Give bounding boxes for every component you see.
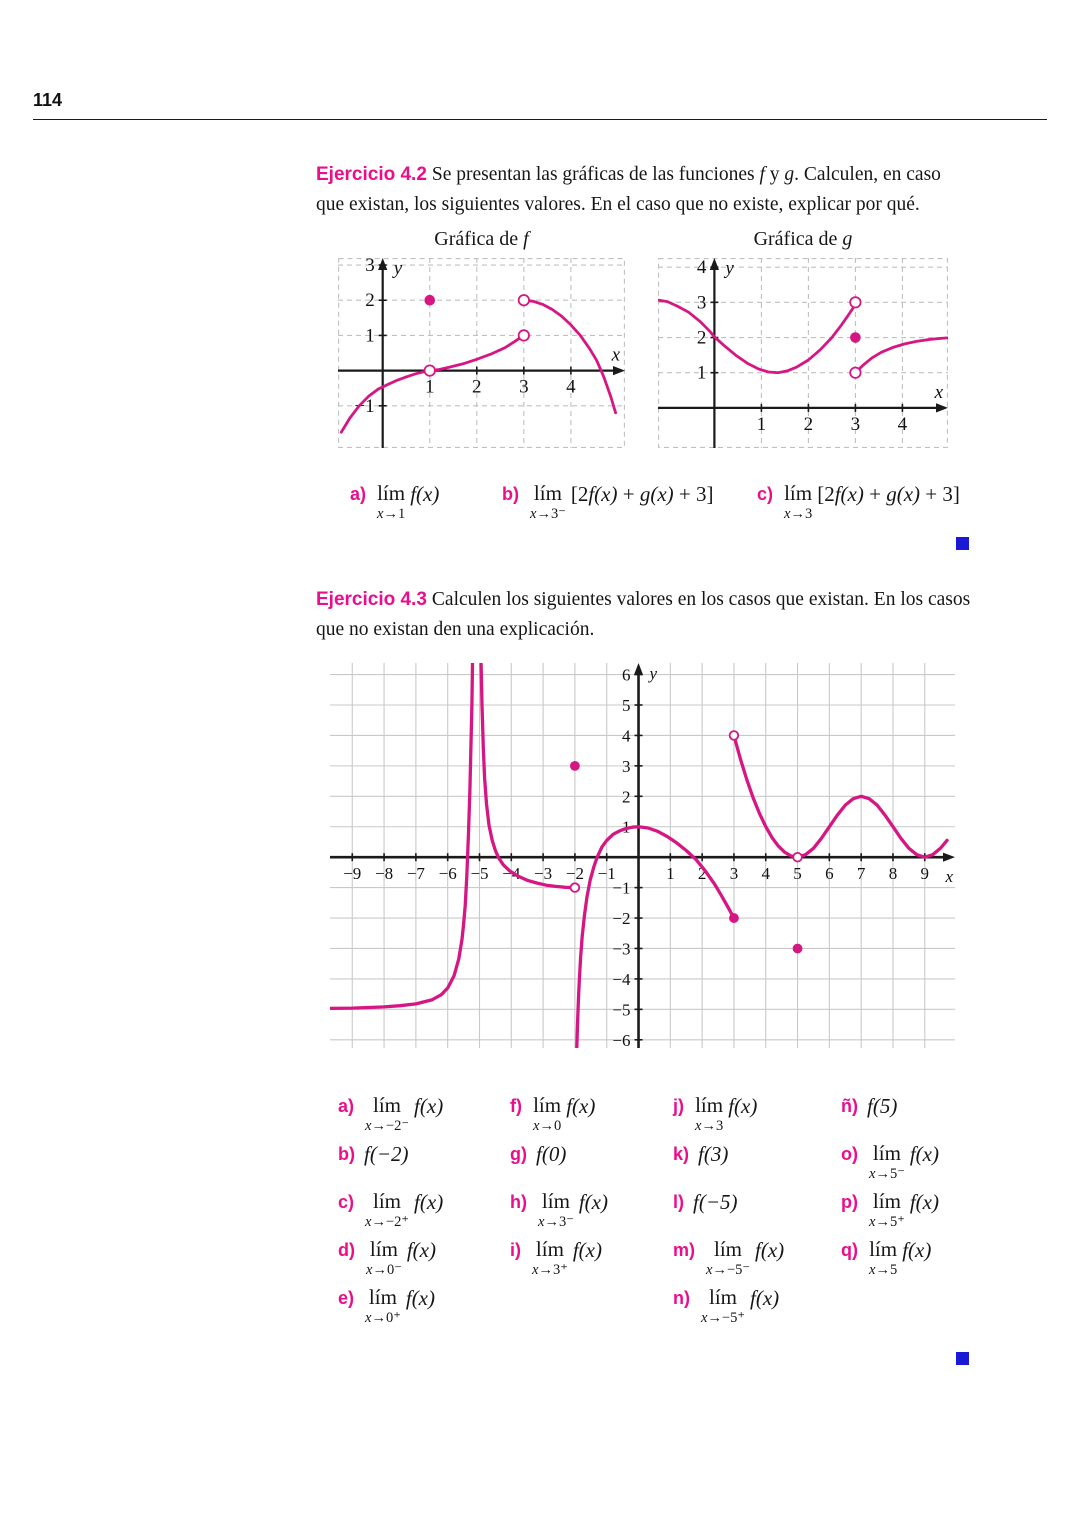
svg-text:3: 3 <box>729 864 739 884</box>
svg-text:4: 4 <box>897 413 908 435</box>
limit-operator: lím x→0 <box>533 1093 562 1134</box>
value-expression: f(−2) <box>364 1142 409 1166</box>
svg-text:−8: −8 <box>375 864 394 884</box>
svg-text:−5: −5 <box>470 864 489 884</box>
svg-text:2: 2 <box>696 327 707 349</box>
item-label: c) <box>757 484 774 504</box>
ex43-item-j <box>673 1095 784 1143</box>
svg-text:2: 2 <box>803 413 814 435</box>
ex43-item-l <box>673 1191 784 1239</box>
value-expression: f(3) <box>698 1142 729 1166</box>
svg-text:3: 3 <box>622 756 631 776</box>
ex43-column-2 <box>510 1095 608 1287</box>
ex43-item-g <box>510 1143 608 1191</box>
ex43-items-grid <box>338 1095 1003 1345</box>
ex43-item-f <box>510 1095 608 1143</box>
grafica-f-title-letter: f <box>523 228 529 250</box>
ex43-item-m <box>673 1239 784 1287</box>
svg-text:y: y <box>725 258 734 279</box>
svg-text:9: 9 <box>920 864 930 884</box>
item-label: a) <box>350 484 367 504</box>
limit-operator: lím x→5⁺ <box>869 1189 905 1230</box>
exercise-4-2-text: Se presentan las gráficas de las funciones <box>431 164 760 185</box>
svg-text:2: 2 <box>365 290 375 312</box>
header-rule <box>33 119 1047 120</box>
limit-operator: lím x→−2⁺ <box>365 1189 410 1230</box>
exercise-4-2-text: . Calculen, en caso que existan, los siguientes valores. En el caso que no existe, explicar por qué. <box>316 164 941 215</box>
item-label: q) <box>841 1240 858 1260</box>
svg-text:4: 4 <box>622 726 631 746</box>
ex43-column-4 <box>841 1095 939 1287</box>
page-number: 114 <box>33 90 63 110</box>
svg-text:1: 1 <box>424 376 435 398</box>
exercise-4-3-paragraph <box>316 585 973 644</box>
svg-text:−4: −4 <box>502 864 521 884</box>
svg-text:7: 7 <box>856 864 866 884</box>
grafica-ejercicio-4-3-chart <box>330 663 955 1048</box>
math-letter-g: g <box>784 164 795 185</box>
item-label: n) <box>673 1288 690 1308</box>
exercise-4-2-heading: Ejercicio 4.2 <box>316 164 427 185</box>
svg-text:−9: −9 <box>343 864 362 884</box>
item-label: k) <box>673 1144 690 1164</box>
limit-expression: f(x) <box>728 1094 758 1118</box>
svg-text:3: 3 <box>519 376 529 398</box>
ex43-item-c <box>338 1191 443 1239</box>
value-expression: f(0) <box>536 1142 567 1166</box>
svg-text:2: 2 <box>697 864 707 884</box>
limit-operator: lím x→3 <box>784 481 813 522</box>
item-label: c) <box>338 1192 355 1212</box>
svg-text:x: x <box>934 381 943 403</box>
svg-text:−5: −5 <box>612 1000 631 1020</box>
exercise-4-2-paragraph <box>316 160 973 219</box>
ex43-column-3 <box>673 1095 784 1335</box>
math-letter-f: f <box>759 164 765 185</box>
grafica-f-chart <box>338 258 625 448</box>
item-label: l) <box>673 1192 684 1212</box>
limit-operator: lím x→1 <box>377 481 406 522</box>
svg-text:−2: −2 <box>612 909 631 929</box>
svg-text:4: 4 <box>761 864 771 884</box>
svg-text:−3: −3 <box>534 864 553 884</box>
svg-text:−6: −6 <box>438 864 457 884</box>
limit-operator: lím x→−2⁻ <box>365 1093 410 1134</box>
svg-text:8: 8 <box>888 864 898 884</box>
end-of-exercise-marker <box>956 1352 969 1365</box>
svg-text:x: x <box>611 344 620 366</box>
item-label: j) <box>673 1096 684 1116</box>
limit-operator: lím x→5 <box>869 1237 898 1278</box>
item-label: g) <box>510 1144 527 1164</box>
ex43-item-a <box>338 1095 443 1143</box>
svg-text:1: 1 <box>696 362 707 384</box>
svg-text:4: 4 <box>696 258 707 279</box>
svg-text:−4: −4 <box>612 969 631 989</box>
svg-text:−1: −1 <box>354 395 375 417</box>
limit-expression: f(x) <box>909 1142 939 1166</box>
item-label: d) <box>338 1240 355 1260</box>
svg-text:−2: −2 <box>565 864 584 884</box>
limit-expression: f(x) <box>755 1238 785 1262</box>
limit-expression: [2f(x) + g(x) + 3] <box>570 482 714 506</box>
item-label: b) <box>338 1144 355 1164</box>
ex42-item-a <box>350 483 439 521</box>
ex43-item-q <box>841 1239 939 1287</box>
item-label: p) <box>841 1192 858 1212</box>
limit-expression: f(x) <box>405 1286 436 1310</box>
ex43-item-e <box>338 1287 443 1335</box>
limit-expression: f(x) <box>410 482 440 506</box>
item-label: e) <box>338 1288 355 1308</box>
item-label: i) <box>510 1240 521 1260</box>
svg-text:1: 1 <box>365 325 375 347</box>
limit-expression: f(x) <box>566 1094 596 1118</box>
item-label: f) <box>510 1096 522 1116</box>
svg-text:4: 4 <box>566 376 576 398</box>
item-label: h) <box>510 1192 527 1212</box>
end-of-exercise-marker <box>956 537 969 550</box>
limit-expression: f(x) <box>902 1238 932 1262</box>
grafica-g-title-letter: g <box>842 228 853 250</box>
limit-expression: f(x) <box>578 1190 608 1214</box>
svg-text:y: y <box>393 258 403 279</box>
limit-operator: lím x→3⁺ <box>532 1237 568 1278</box>
grafica-g-title <box>658 228 948 251</box>
item-label: m) <box>673 1240 695 1260</box>
svg-text:3: 3 <box>850 413 861 435</box>
svg-text:−1: −1 <box>612 878 631 898</box>
exercise-4-3-text: Calculen los siguientes valores en los casos que existan. En los casos que no existan den una explicación. <box>316 589 971 640</box>
svg-text:6: 6 <box>825 864 834 884</box>
item-label: b) <box>502 484 519 504</box>
limit-expression: f(x) <box>909 1190 939 1214</box>
limit-expression: f(x) <box>750 1286 780 1310</box>
svg-text:5: 5 <box>622 696 631 715</box>
ex43-item-p <box>841 1191 939 1239</box>
svg-text:−3: −3 <box>612 939 631 959</box>
limit-operator: lím x→−5⁺ <box>701 1285 746 1326</box>
item-label: a) <box>338 1096 355 1116</box>
ex43-item-h <box>510 1191 608 1239</box>
svg-text:1: 1 <box>756 413 767 435</box>
limit-operator: lím x→3⁻ <box>538 1189 574 1230</box>
ex43-column-1 <box>338 1095 443 1335</box>
ex43-item-o <box>841 1143 939 1191</box>
svg-text:1: 1 <box>666 864 675 884</box>
exercise-4-2-text: y <box>764 164 785 185</box>
svg-text:y: y <box>649 664 658 683</box>
limit-operator: lím x→0⁻ <box>366 1237 402 1278</box>
svg-text:2: 2 <box>472 376 482 398</box>
limit-expression: [2f(x) + g(x) + 3] <box>817 482 960 506</box>
ex43-item-i <box>510 1239 608 1287</box>
ex43-item-n <box>673 1287 784 1335</box>
svg-text:−6: −6 <box>612 1030 631 1048</box>
limit-operator: lím x→5⁻ <box>869 1141 905 1182</box>
limit-expression: f(x) <box>414 1094 444 1118</box>
limit-operator: lím x→0⁺ <box>365 1285 401 1326</box>
limit-operator: lím x→−5⁻ <box>706 1237 751 1278</box>
limit-operator: lím x→3 <box>695 1093 724 1134</box>
svg-text:3: 3 <box>365 258 375 277</box>
grafica-f-title-text: Gráfica de <box>434 228 524 250</box>
grafica-g-title-text: Gráfica de <box>753 228 843 250</box>
ex42-item-c <box>757 483 960 521</box>
ex43-item-k <box>673 1143 784 1191</box>
item-label: o) <box>841 1144 858 1164</box>
ex43-item-enye <box>841 1095 939 1143</box>
value-expression: f(−5) <box>693 1190 738 1214</box>
svg-text:2: 2 <box>622 787 631 807</box>
svg-text:1: 1 <box>622 817 631 837</box>
svg-text:−1: −1 <box>597 864 616 884</box>
limit-expression: f(x) <box>406 1238 436 1262</box>
grafica-g-chart <box>658 258 948 448</box>
grafica-f-title <box>338 228 625 251</box>
value-expression: f(5) <box>867 1094 898 1118</box>
limit-expression: f(x) <box>572 1238 602 1262</box>
item-label: ñ) <box>841 1096 858 1116</box>
svg-text:3: 3 <box>696 292 707 314</box>
svg-text:x: x <box>945 867 953 887</box>
ex43-item-b <box>338 1143 443 1191</box>
limit-expression: f(x) <box>414 1190 444 1214</box>
svg-text:−7: −7 <box>406 864 425 884</box>
svg-text:6: 6 <box>622 665 631 685</box>
exercise-4-3-heading: Ejercicio 4.3 <box>316 589 427 610</box>
ex42-item-b <box>502 483 714 521</box>
svg-text:5: 5 <box>793 864 802 884</box>
limit-operator: lím x→3⁻ <box>530 481 566 522</box>
ex43-item-d <box>338 1239 443 1287</box>
